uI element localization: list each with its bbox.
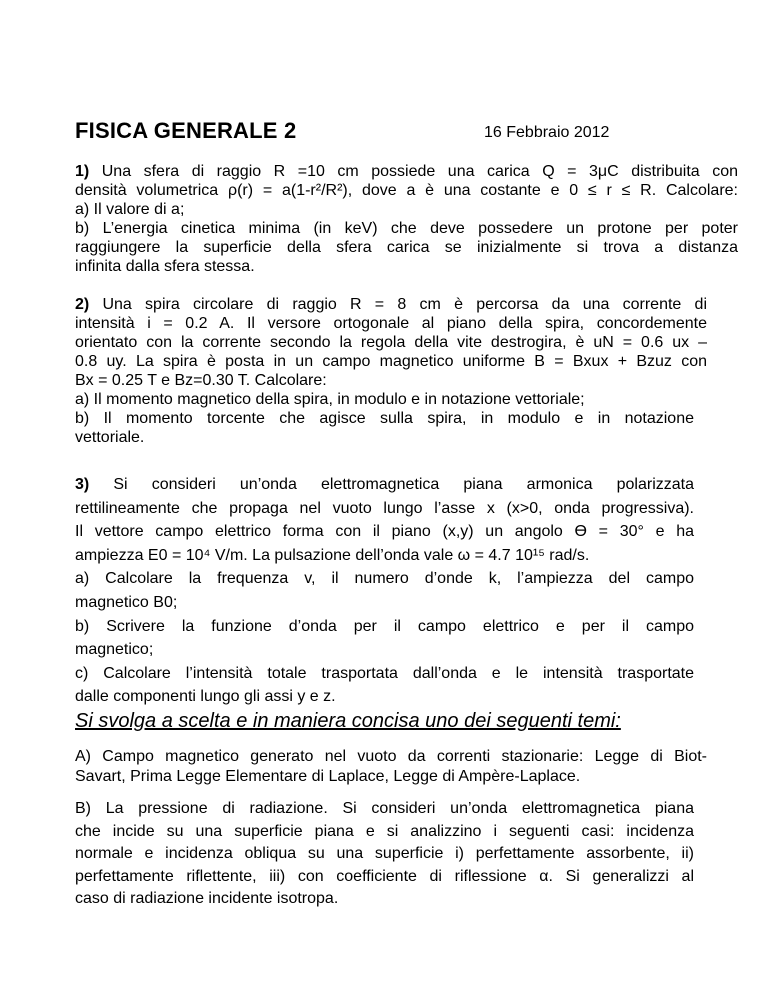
problem-2: 2) Una spira circolare di raggio R = 8 cm è percorsa da una corrente di intensità i = 0.2 A. Il versore ortogonale al piano della spira, concordemente orientato con la corrente secondo la regola della vite destrogira, è uN = 0.6 ux – 0.8 uy. La spira è posta in un campo magnetico uniforme B = Bxux + Bzuz con Bx = 0.25 T e Bz=0.30 T. Calcolare: a) Il momento magnetico della spira, in modulo e in notazione vettoriale; b) Il momento torcente che agisce sulla spira, in modulo e in notazione vettoriale. [75,296,707,446]
theme-b [75,798,694,911]
problem-1-line: infinita dalla sfera stessa. [75,258,255,275]
problem-3-line: magnetico B0; [75,593,178,611]
problem-2-line: intensità i = 0.2 A. Il versore ortogonale al piano della spira, concordemente [75,315,707,332]
theme-b-line: normale e incidenza obliqua su una superficie i) perfettamente assorbente, ii) [75,845,694,862]
theme-a-line: Savart, Prima Legge Elementare di Laplace, Legge di Ampère-Laplace. [75,768,581,785]
problem-3-line: rettilineamente che propaga nel vuoto lungo l’asse x (x>0, onda progressiva). [75,499,694,517]
problem-2-number: 2) [75,296,90,313]
problem-2-line: b) Il momento torcente che agisce sulla spira, in modulo e in notazione [75,410,694,427]
problem-3-line: magnetico; [75,641,154,659]
problem-3-line: c) Calcolare l’intensità totale trasportata dall’onda e le intensità trasportate [75,664,694,682]
problem-1: 1) Una sfera di raggio R =10 cm possiede una carica Q = 3μC distribuita con densità volumetrica ρ(r) = a(1-r²/R²), dove a è una costante e 0 ≤ r ≤ R. Calcolare: a) Il valore di a; b) L’energia cinetica minima (in keV) che deve possedere un protone per poter raggiungere la superficie della sfera carica se inizialmente si trova a distanza infinita dalla sfera stessa. [75,163,738,275]
problem-2-line: a) Il momento magnetico della spira, in modulo e in notazione vettoriale; [75,391,585,408]
problem-3-line: Il vettore campo elettrico forma con il piano (x,y) un angolo ϴ = 30° e ha [75,523,694,541]
problem-1-line: densità volumetrica ρ(r) = a(1-r²/R²), dove a è una costante e 0 ≤ r ≤ R. Calcolare: [75,182,738,199]
theme-a [75,747,707,787]
theme-b-line: B) La pressione di radiazione. Si consideri un’onda elettromagnetica piana [75,800,694,817]
problem-3-line: ampiezza E0 = 10⁴ V/m. La pulsazione dell’onda vale ω = 4.7 10¹⁵ rad/s. [75,546,590,564]
problem-3-line: dalle componenti lungo gli assi y e z. [75,688,336,706]
theme-b-line: caso di radiazione incidente isotropa. [75,890,339,907]
problem-1-line: a) Il valore di a; [75,201,185,218]
problem-3-line: b) Scrivere la funzione d’onda per il campo elettrico e per il campo [75,617,694,635]
problem-1-line: b) L’energia cinetica minima (in keV) che deve possedere un protone per poter [75,220,738,237]
exam-title: FISICA GENERALE 2 [75,118,297,143]
theme-b-line: che incide su una superficie piana e si analizzino i seguenti casi: incidenza [75,822,694,840]
problem-3: 3) Si consideri un’onda elettromagnetica piana armonica polarizzata rettilineamente che propaga nel vuoto lungo l’asse x (x>0, onda progressiva). Il vettore campo elettrico forma con il piano (x,y) un angolo ϴ = 30° e ha ampiezza E0 = 10⁴ V/m. La pulsazione dell’onda vale ω = 4.7 10¹⁵ rad/s. a) Calcolare la frequenza v, il numero d’onde k, l’ampiezza del campo magnetico B0; b) Scrivere la funzione d’onda per il campo elettrico e per il campo magnetico; c) Calcolare l’intensità totale trasportata dall’onda e le intensità trasportate dalle componenti lungo gli assi y e z. [75,473,694,709]
problem-3-number: 3) [75,476,90,493]
problem-3-line: a) Calcolare la frequenza v, il numero d’onde k, l’ampiezza del campo [75,570,694,588]
problem-2-line: 0.8 uy. La spira è posta in un campo magnetico uniforme B = Bxux + Bzuz con [75,353,707,370]
section-heading: Si svolga a scelta e in maniera concisa uno dei seguenti temi: [75,710,621,732]
theme-b-line: perfettamente riflettente, iii) con coefficiente di riflessione α. Si generalizzi al [75,867,694,885]
problem-2-line: vettoriale. [75,429,145,446]
problem-2-line: orientato con la corrente secondo la regola della vite destrogira, è uN = 0.6 ux – [75,334,707,351]
theme-a-line: A) Campo magnetico generato nel vuoto da correnti stazionarie: Legge di Biot- [75,748,707,765]
exam-date: 16 Febbraio 2012 [484,124,610,141]
problem-2-line: Bx = 0.25 T e Bz=0.30 T. Calcolare: [75,372,327,389]
problem-1-line: raggiungere la superficie della sfera carica se inizialmente si trova a distanza [75,239,738,256]
problem-1-number: 1) [75,163,90,180]
